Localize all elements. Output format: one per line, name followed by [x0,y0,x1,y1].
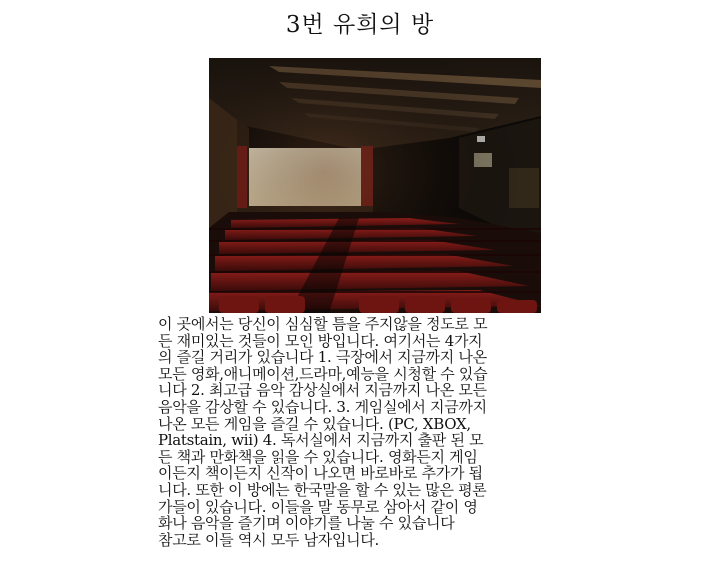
text-line: 든 재미있는 것들이 모인 방입니다. 여기서는 4가지 [158,332,483,350]
text-line: 화나 음악을 즐기며 이야기를 나눌 수 있습니다 [158,515,455,532]
text-line: 이든지 책이든지 신작이 나오면 바로바로 추가가 됩 [158,465,483,482]
text-line: 나온 모든 게임을 즐길 수 있습니다. (PC, XBOX, [158,415,471,433]
text-line: 니다. 또한 이 방에는 한국말을 할 수 있는 많은 평론 [158,481,487,499]
text-line: 음악을 감상할 수 있습니다. 3. 게임실에서 지금까지 [158,398,487,416]
text-line: 든 책과 만화책을 읽을 수 있습니다. 영화든지 게임 [158,448,478,466]
text-line: Platstain, wii) 4. 독서실에서 지금까지 출판 된 모 [158,432,484,449]
text-line: 참고로 이들 역시 모두 남자입니다. [158,531,380,549]
text-line: 모든 영화,애니메이션,드라마,예능을 시청할 수 있습 [158,365,488,383]
text-line: 가들이 있습니다. 이들을 말 동무로 삼아서 같이 영 [158,498,478,516]
text-line: 이 곳에서는 당신이 심심할 틈을 주지않을 정도로 모 [158,316,488,333]
text-line: 의 즐길 거리가 있습니다 1. 극장에서 지금까지 나온 [158,349,487,366]
body-paragraph [158,316,598,548]
text-line: 니다 2. 최고급 음악 감상실에서 지금까지 나온 모든 [158,382,487,399]
page-title: 3번 유희의 방 [285,12,435,38]
movie-theater-photo [209,58,541,313]
